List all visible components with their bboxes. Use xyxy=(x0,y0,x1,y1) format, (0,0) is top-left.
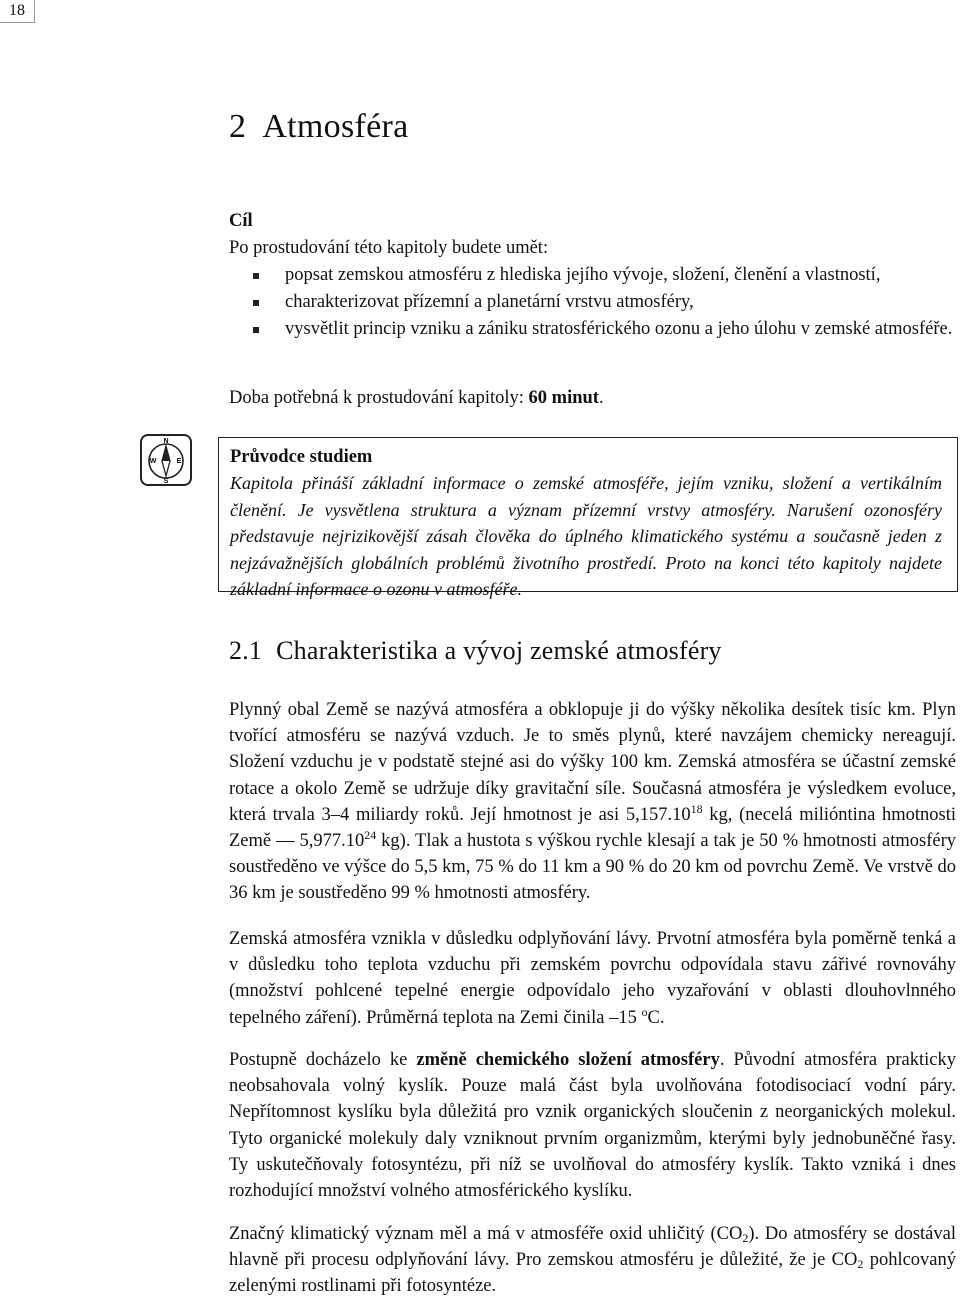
paragraph-text: kg). Tlak a hustota s výškou rychle klesají a tak je 50 % hmotnosti atmosféry soustředěno ve výšce do 5,5 km, 75 % do 11 km a 90 % do 20 km od povrchu Země. Ve vrstvě do 36 km je soustředěno 99 % hmotnosti atmosféry. xyxy=(229,831,956,904)
paragraph-text: C. xyxy=(647,1007,665,1028)
section-title xyxy=(229,636,722,666)
exponent: 18 xyxy=(690,801,703,816)
section-number: 2.1 xyxy=(229,636,263,665)
degree-mark: o xyxy=(641,1004,648,1019)
subscript: 2 xyxy=(742,1231,749,1245)
compass-letter-e: E xyxy=(176,458,182,465)
goal-section xyxy=(229,208,954,343)
paragraph xyxy=(229,1221,956,1300)
goal-intro: Po prostudování této kapitoly budete umět: xyxy=(229,238,549,258)
paragraph-text: Plynný obal Země se nazývá atmosféra a obklopuje ji do výšky několika desítek tisíc km. Plyn tvořící atmosféru se nazývá vzduch. Je to směs plynů, které navzájem chemicky nereagují. Složení vzduchu je v podstatě stejné asi do výšky 100 km. Zemská atmosféra se účastní zemské rotace a okolo Země se udržuje díky gravitační síle. Současná atmosféra je výsledkem evoluce, která trvala 3–4 miliardy roků. Její hmotnost je asi 5,157.10 xyxy=(229,700,956,825)
paragraph-text: ). Do atmosféry se dostával hlavně při procesu odplyňování lávy. Pro zemskou atmosféru je důležité, že je CO xyxy=(229,1224,956,1271)
time-note-label: Doba potřebná k prostudování kapitoly: xyxy=(229,388,529,408)
paragraph-text: Postupně docházelo ke xyxy=(229,1050,417,1070)
compass-letter-n: N xyxy=(163,438,169,445)
emphasis-text: změně chemického složení atmosféry xyxy=(416,1050,720,1070)
compass-letter-w: W xyxy=(149,458,157,465)
goal-heading: Cíl xyxy=(229,211,253,231)
goal-list-item: charakterizovat přízemní a planetární vrstvu atmosféry, xyxy=(229,289,954,316)
paragraph xyxy=(229,926,956,1031)
chapter-title-text: Atmosféra xyxy=(262,108,409,145)
goal-list-item: popsat zemskou atmosféru z hlediska jejího vývoje, složení, členění a vlastností, xyxy=(229,262,954,289)
compass-icon xyxy=(140,434,192,486)
section-title-text: Charakteristika a vývoj zemské atmosféry xyxy=(276,636,722,665)
study-guide-text: Kapitola přináší základní informace o zemské atmosféře, jejím vzniku, složení a vertikálním členění. Je vysvětlena struktura a význam přízemní vrstvy atmosféry. Narušení ozonosféry představuje nejrizikovější zásah člověka do úplného klimatického systému a současně jeden z nejzávažnějších globálních problémů životního prostředí. Proto na konci této kapitoly najdete základní informace o ozonu v atmosféře. xyxy=(230,473,942,599)
time-note-value: 60 minut xyxy=(528,388,599,408)
time-note xyxy=(229,385,604,412)
page-number: 18 xyxy=(0,0,35,23)
subscript: 2 xyxy=(857,1257,864,1272)
chapter-title xyxy=(229,108,409,146)
exponent: 24 xyxy=(364,828,377,843)
study-guide-heading: Průvodce studiem xyxy=(230,447,373,467)
chapter-number: 2 xyxy=(229,108,247,145)
paragraph-text: kg, (necelá milióntina hmotnosti Země — 5,977.10 xyxy=(229,804,956,852)
time-note-suffix: . xyxy=(598,388,604,408)
paragraph-text: Značný klimatický význam měl a má v atmosféře oxid uhličitý (CO xyxy=(229,1224,743,1244)
goal-list-item: vysvětlit princip vzniku a zániku stratosférického ozonu a jeho úlohu v zemské atmosféře. xyxy=(229,316,954,343)
compass-letter-s: S xyxy=(163,478,169,485)
goal-list xyxy=(229,262,954,343)
paragraph xyxy=(229,697,956,907)
paragraph-text: Zemská atmosféra vznikla v důsledku odplyňování lávy. Prvotní atmosféra byla poměrně tenká a v důsledku toho teplota vzduchu při zemském povrchu odpovídala stavu zářivé rovnováhy (množství pohlcené tepelné energie odpovídalo jeho vyzařování v oblasti dlouhovlnného tepelného záření). Průměrná teplota na Zemi činila –15 xyxy=(229,929,956,1028)
study-guide-box xyxy=(218,437,958,599)
paragraph-text: pohlcovaný zelenými rostlinami při fotosyntéze. xyxy=(229,1250,957,1297)
paragraph-text: . Původní atmosféra prakticky neobsahovala volný kyslík. Pouze malá část byla uvolňována fotodisociací vodní páry. Nepřítomnost kyslíku byla důležitá pro vznik organických sloučenin z neorganických molekul. Tyto organické molekuly daly vzniknout prvním organizmům, kterými byly jednobuněčné řasy. Ty uskutečňovaly fotosyntézu, při níž se uvolňoval do atmosféry kyslík. Takto vzniká i dnes rozhodující množství volného atmosférického kyslíku. xyxy=(229,1050,956,1202)
paragraph xyxy=(229,1047,956,1204)
